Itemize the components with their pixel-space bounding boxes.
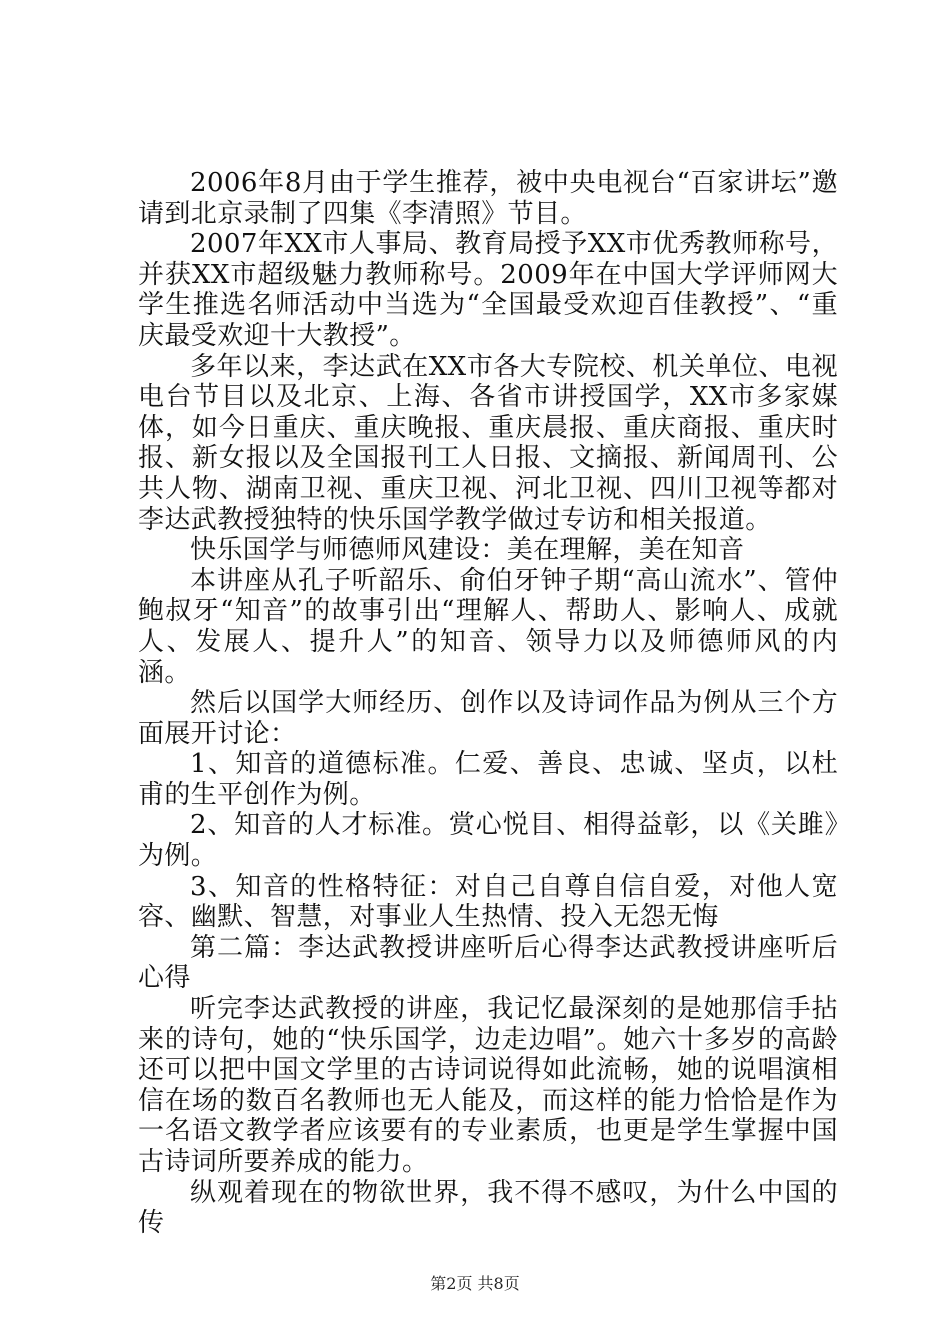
paragraph-media-coverage: 多年以来，李达武在XX市各大专院校、机关单位、电视电台节目以及北京、上海、各省市讲授国学，XX市多家媒体，如今日重庆、重庆晚报、重庆晨报、重庆商报、重庆时报、新女报以及全国报刊工人日报、文摘报、新闻周刊、公共人物、湖南卫视、重庆卫视、河北卫视、四川卫视等都对李达武教授独特的快乐国学教学做过专访和相关报道。 [138,351,838,535]
paragraph-baijia-jiangtan: 2006年8月由于学生推荐，被中央电视台“百家讲坛”邀请到北京录制了四集《李清照》节目。 [138,168,838,229]
document-body [138,168,838,1239]
paragraph-three-aspects: 然后以国学大师经历、创作以及诗词作品为例从三个方面展开讨论： [138,688,838,749]
paragraph-lecture-title: 快乐国学与师德师风建设：美在理解，美在知音 [190,535,745,566]
section-heading-second-article: 第二篇：李达武教授讲座听后心得李达武教授讲座听后心得 [138,932,838,994]
paragraph-materialistic-world: 纵观着现在的物欲世界，我不得不感叹，为什么中国的传 [138,1177,838,1239]
paragraph-lecture-intro: 本讲座从孔子听韶乐、俞伯牙钟子期“高山流水”、管仲鲍叔牙“知音”的故事引出“理解人、帮助人、影响人、成就人、发展人、提升人”的知音、领导力以及师德师风的内涵。 [138,565,838,688]
paragraph-lecture-reflection: 听完李达武教授的讲座，我记忆最深刻的是她那信手拈来的诗句，她的“快乐国学，边走边唱”。她六十多岁的高龄还可以把中国文学里的古诗词说得如此流畅，她的说唱演相信在场的数百名教师也无人能及，而这样的能力恰恰是作为一名语文教学者应该要有的专业素质，也更是学生掌握中国古诗词所要养成的能力。 [138,994,838,1177]
page-number-footer: 第2页 共8页 [430,1274,520,1293]
list-item-talent-standard: 2、知音的人才标准。赏心悦目、相得益彰，以《关雎》为例。 [138,810,838,872]
list-item-personality: 3、知音的性格特征：对自己自尊自信自爱，对他人宽容、幽默、智慧，对事业人生热情、投入无怨无悔 [138,871,838,933]
list-item-moral-standard: 1、知音的道德标准。仁爱、善良、忠诚、坚贞，以杜甫的生平创作为例。 [138,749,838,810]
paragraph-teacher-honors: 2007年XX市人事局、教育局授予XX市优秀教师称号，并获XX市超级魅力教师称号。2009年在中国大学评师网大学生推选名师活动中当选为“全国最受欢迎百佳教授”、“重庆最受欢迎十大教授”。 [138,229,838,351]
